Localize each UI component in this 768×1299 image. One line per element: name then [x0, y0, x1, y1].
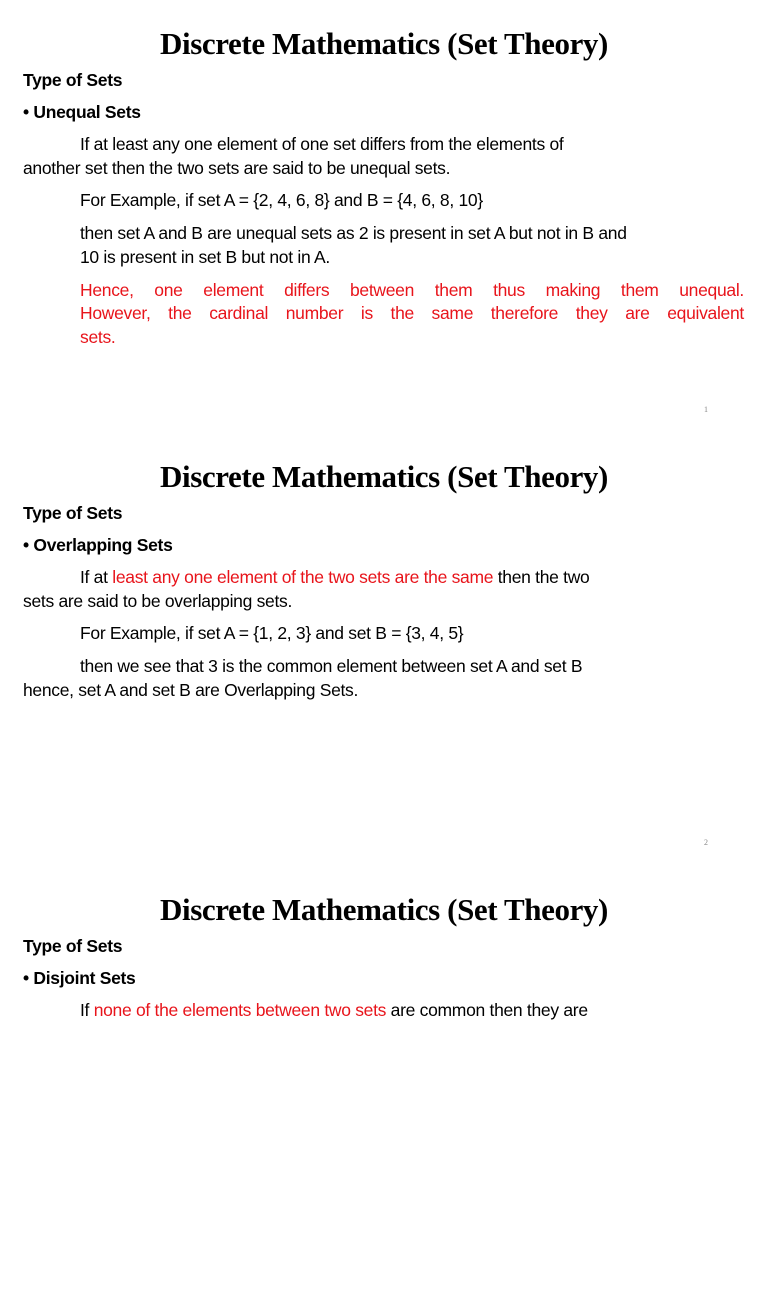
page-number: 2 — [704, 838, 708, 847]
slide-3 — [0, 866, 768, 1299]
section-heading: Type of Sets — [23, 936, 123, 956]
text-segment: then the two — [493, 567, 590, 587]
bullet-item: • Unequal Sets — [23, 102, 141, 122]
text-segment: If at — [80, 567, 113, 587]
highlight-line: Hence, one element differs between them thus making them unequal. — [80, 280, 744, 300]
paragraph-line: 10 is present in set B but not in A. — [80, 247, 330, 267]
paragraph-line: then we see that 3 is the common element between set A and set B — [80, 656, 583, 676]
highlight-segment: least any one element of the two sets are the same — [112, 567, 494, 587]
bullet-item: • Disjoint Sets — [23, 968, 136, 988]
highlight-segment: none of the elements between two sets — [93, 1000, 387, 1020]
bullet-label: Unequal Sets — [33, 102, 141, 122]
section-heading: Type of Sets — [23, 503, 123, 523]
page-number: 1 — [704, 405, 708, 414]
bullet-label: Overlapping Sets — [33, 535, 173, 555]
paragraph-line: then set A and B are unequal sets as 2 is present in set A but not in B and — [80, 223, 627, 243]
paragraph-line: another set then the two sets are said to be unequal sets. — [23, 158, 451, 178]
paragraph-line: hence, set A and set B are Overlapping Sets. — [23, 680, 359, 700]
section-heading: Type of Sets — [23, 70, 123, 90]
slide-title: Discrete Mathematics (Set Theory) — [160, 459, 608, 494]
slide-1 — [0, 0, 768, 433]
slide-2 — [0, 433, 768, 866]
highlight-line: However, the cardinal number is the same therefore they are equivalent — [80, 303, 744, 323]
example-line: For Example, if set A = {2, 4, 6, 8} and B = {4, 6, 8, 10} — [80, 190, 483, 210]
paragraph-line: If at least any one element of one set differs from the elements of — [80, 134, 564, 154]
bullet-label: Disjoint Sets — [33, 968, 136, 988]
bullet-item: • Overlapping Sets — [23, 535, 173, 555]
slide-title: Discrete Mathematics (Set Theory) — [160, 892, 608, 927]
slide-title: Discrete Mathematics (Set Theory) — [160, 26, 608, 61]
text-segment: If — [80, 1000, 94, 1020]
example-line: For Example, if set A = {1, 2, 3} and set B = {3, 4, 5} — [80, 623, 464, 643]
paragraph-line — [80, 565, 589, 589]
text-segment: are common then they are — [386, 1000, 588, 1020]
highlight-line: sets. — [80, 327, 116, 347]
paragraph-line — [80, 998, 588, 1022]
paragraph-line: sets are said to be overlapping sets. — [23, 591, 293, 611]
